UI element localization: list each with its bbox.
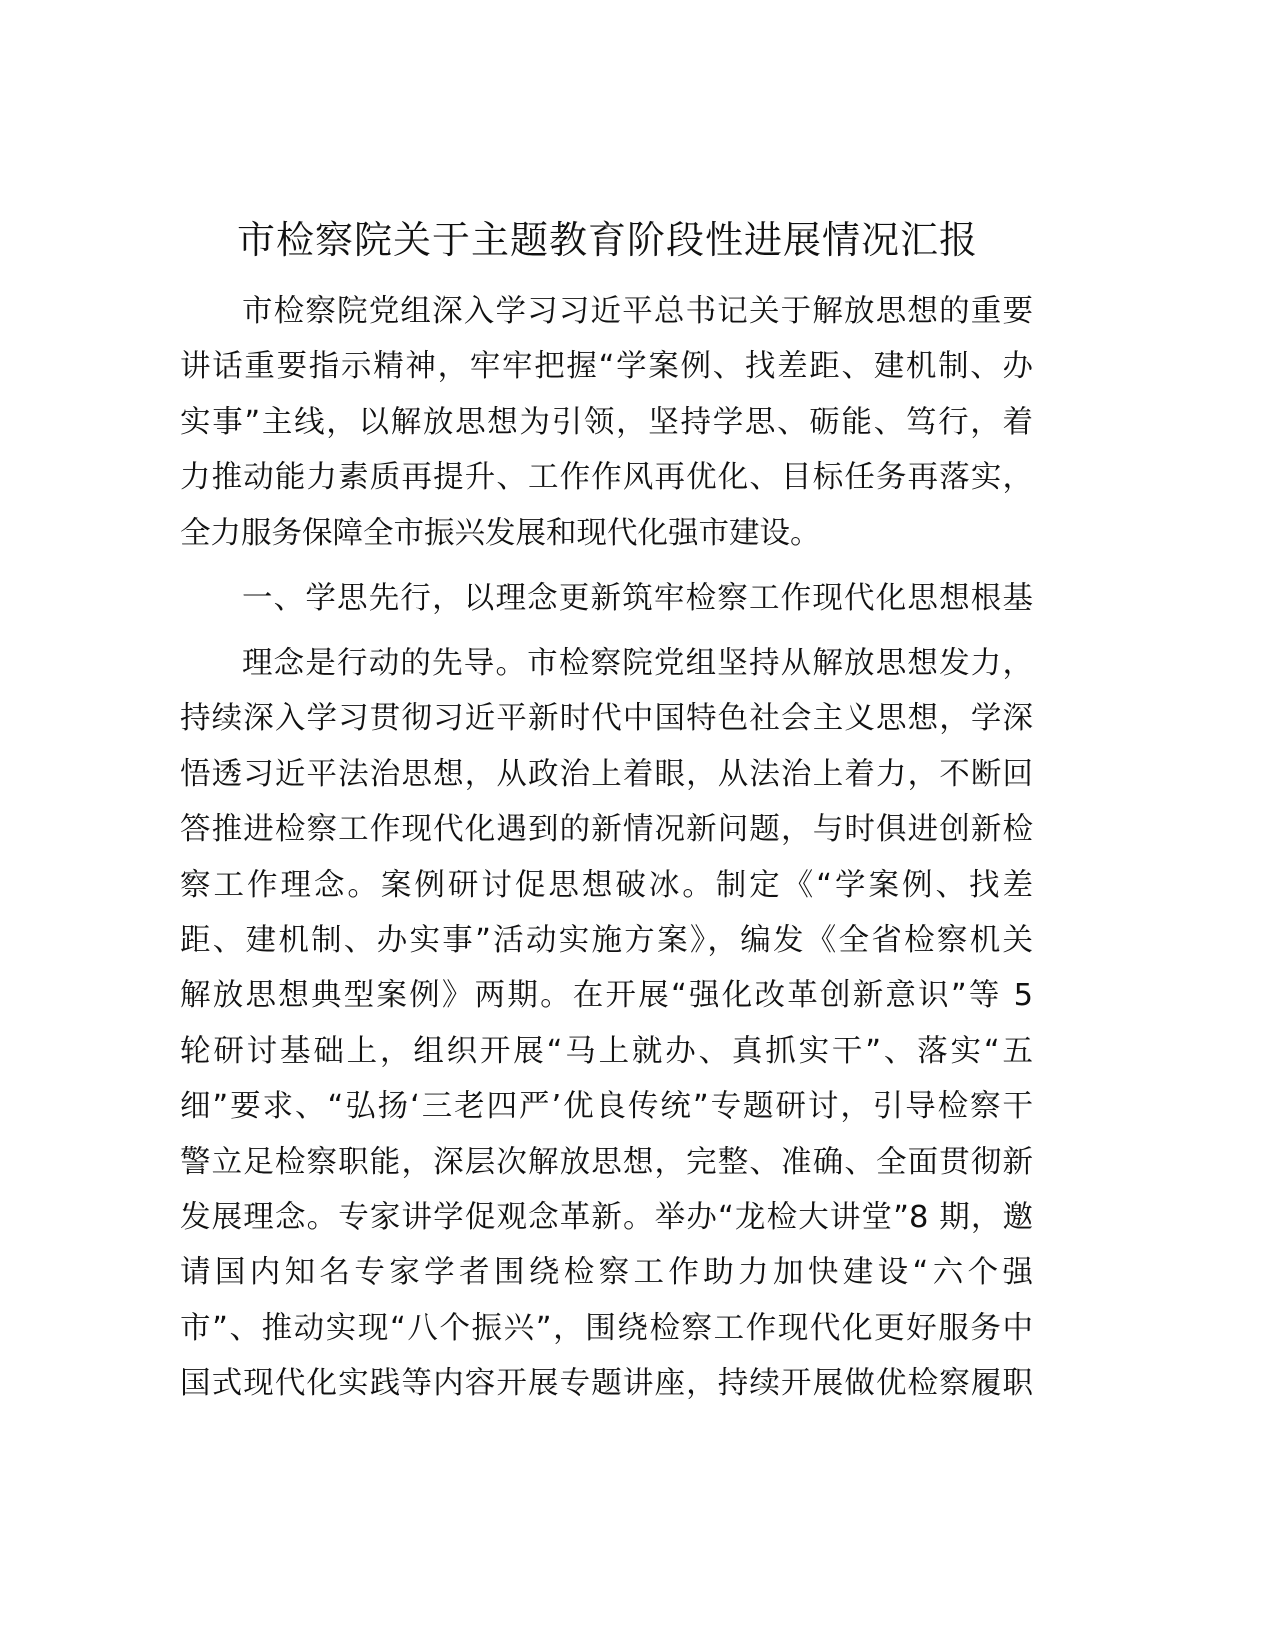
paragraph-line: 全力服务保障全市振兴发展和现代化强市建设。 xyxy=(180,515,821,551)
paragraph-line: 答推进检察工作现代化遇到的新情况新问题，与时俱进创新检 xyxy=(180,812,1033,848)
paragraph-line: 请国内知名专家学者围绕检察工作助力加快建设“六个强 xyxy=(180,1255,1033,1291)
paragraph-line: 力推动能力素质再提升、工作作风再优化、目标任务再落实， xyxy=(180,460,1033,496)
intro-paragraph xyxy=(180,284,1033,561)
paragraph-line: 实事”主线，以解放思想为引领，坚持学思、砺能、笃行，着 xyxy=(180,404,1033,440)
paragraph-line: 市”、推动实现“八个振兴”，围绕检察工作现代化更好服务中 xyxy=(180,1310,1033,1346)
paragraph-line: 市检察院党组深入学习习近平总书记关于解放思想的重要 xyxy=(242,294,1033,329)
paragraph-line: 察工作理念。案例研讨促思想破冰。制定《“学案例、找差 xyxy=(180,867,1033,903)
section-heading: 一、学思先行，以理念更新筑牢检察工作现代化思想根基 xyxy=(242,581,1033,616)
paragraph-line: 距、建机制、办实事”活动实施方案》，编发《全省检察机关 xyxy=(180,922,1033,958)
document-title: 市检察院关于主题教育阶段性进展情况汇报 xyxy=(236,218,978,262)
paragraph-line: 细”要求、“弘扬‘三老四严’优良传统”专题研讨，引导检察干 xyxy=(180,1089,1033,1125)
paragraph-line: 国式现代化实践等内容开展专题讲座，持续开展做优检察履职 xyxy=(180,1366,1033,1402)
paragraph-line: 解放思想典型案例》两期。在开展“强化改革创新意识”等 5 xyxy=(180,978,1033,1014)
paragraph-line: 轮研讨基础上，组织开展“马上就办、真抓实干”、落实“五 xyxy=(180,1033,1033,1069)
section-paragraph xyxy=(180,636,1033,1411)
paragraph-line: 理念是行动的先导。市检察院党组坚持从解放思想发力， xyxy=(242,646,1033,681)
paragraph-line: 持续深入学习贯彻习近平新时代中国特色社会主义思想，学深 xyxy=(180,701,1033,737)
paragraph-line: 发展理念。专家讲学促观念革新。举办“龙检大讲堂”8 期，邀 xyxy=(180,1199,1033,1235)
paragraph-line: 讲话重要指示精神，牢牢把握“学案例、找差距、建机制、办 xyxy=(180,349,1033,385)
paragraph-line: 警立足检察职能，深层次解放思想，完整、准确、全面贯彻新 xyxy=(180,1144,1033,1180)
paragraph-line: 悟透习近平法治思想，从政治上着眼，从法治上着力，不断回 xyxy=(180,756,1033,792)
